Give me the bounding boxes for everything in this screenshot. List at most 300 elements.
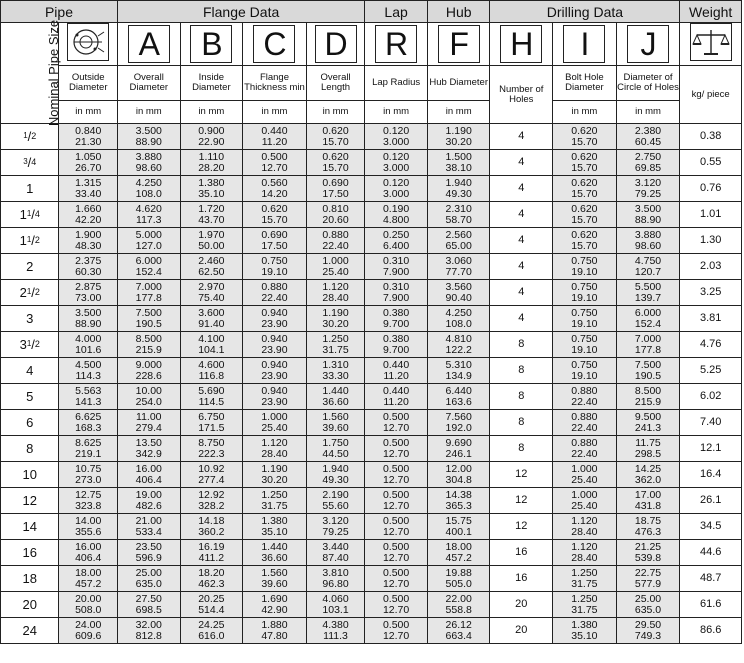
circle-of-holes <box>616 410 680 436</box>
bolt-hole-diameter-mm: 25.40 <box>571 473 598 486</box>
outside-diameter-mm: 273.0 <box>75 473 102 486</box>
circle-of-holes-in: 4.750 <box>634 254 662 267</box>
number-of-holes: 4 <box>490 280 553 306</box>
flange-thickness-mm: 11.20 <box>261 135 288 148</box>
lap-radius <box>365 566 428 592</box>
bolt-hole-diameter <box>553 306 617 332</box>
letter-r: R <box>375 25 417 63</box>
inside-diameter <box>180 462 243 488</box>
inside-diameter <box>180 540 243 566</box>
table-row <box>1 618 742 644</box>
size-numerator: 3 <box>23 157 28 166</box>
hub-diameter <box>427 410 490 436</box>
overall-diameter-in: 27.50 <box>135 592 162 605</box>
overall-length-in: 1.000 <box>322 254 349 267</box>
unit-cell: in mm <box>427 101 490 124</box>
flange-thickness <box>243 618 307 644</box>
hub-diameter-in: 12.00 <box>445 462 472 475</box>
hub-diameter-in: 9.690 <box>445 436 472 449</box>
circle-of-holes-in: 21.25 <box>634 540 662 553</box>
icon-row <box>1 23 742 66</box>
number-of-holes: 20 <box>490 618 553 644</box>
col-kg-per-piece: kg/ piece <box>680 66 742 124</box>
overall-diameter-in: 13.50 <box>135 436 162 449</box>
pipe-icon-cell <box>59 23 117 66</box>
lap-radius-in: 0.500 <box>382 436 410 449</box>
inside-diameter-mm: 222.3 <box>198 447 225 460</box>
bolt-hole-diameter <box>553 540 617 566</box>
overall-length-in: 1.190 <box>322 306 349 319</box>
inside-diameter <box>180 332 243 358</box>
overall-length-in: 0.810 <box>322 202 349 215</box>
flange-thickness-mm: 23.90 <box>261 343 288 356</box>
circle-of-holes <box>616 436 680 462</box>
bolt-hole-diameter-in: 0.880 <box>571 436 598 449</box>
group-pipe: Pipe <box>1 1 118 23</box>
size-denominator: 2 <box>34 339 40 349</box>
inside-diameter-mm: 462.3 <box>198 577 225 590</box>
overall-length <box>306 124 365 150</box>
overall-length <box>306 436 365 462</box>
nominal-size-cell <box>1 228 59 254</box>
number-of-holes: 4 <box>490 124 553 150</box>
bolt-hole-diameter-mm: 15.70 <box>571 239 598 252</box>
bolt-hole-diameter-mm: 28.40 <box>571 551 598 564</box>
lap-radius <box>365 618 428 644</box>
outside-diameter-mm: 406.4 <box>75 551 102 564</box>
lap-radius <box>365 514 428 540</box>
hub-diameter <box>427 488 490 514</box>
hub-diameter-mm: 192.0 <box>445 421 472 434</box>
lap-radius <box>365 228 428 254</box>
bolt-hole-diameter <box>553 514 617 540</box>
flange-thickness-mm: 31.75 <box>261 499 288 512</box>
circle-of-holes <box>616 254 680 280</box>
overall-diameter <box>117 488 180 514</box>
bolt-hole-diameter <box>553 280 617 306</box>
bolt-hole-diameter-in: 0.620 <box>571 228 598 241</box>
flange-thickness-in: 1.690 <box>261 592 288 605</box>
weight-kg: 61.6 <box>680 592 742 618</box>
outside-diameter-in: 3.500 <box>75 306 102 319</box>
outside-diameter <box>59 618 117 644</box>
hub-diameter-in: 1.500 <box>445 150 472 163</box>
hub-diameter <box>427 618 490 644</box>
overall-length <box>306 176 365 202</box>
lap-radius-in: 0.440 <box>382 358 410 371</box>
bolt-hole-diameter <box>553 358 617 384</box>
overall-diameter-mm: 279.4 <box>135 421 162 434</box>
hub-diameter-mm: 108.0 <box>445 317 472 330</box>
circle-of-holes-in: 29.50 <box>634 618 662 631</box>
hub-diameter-in: 18.00 <box>445 540 472 553</box>
size-denominator: 2 <box>34 235 40 245</box>
nominal-size-cell <box>1 488 59 514</box>
size-whole: 4 <box>26 363 34 378</box>
flange-thickness-in: 1.560 <box>261 566 288 579</box>
overall-length <box>306 566 365 592</box>
size-slash: / <box>27 155 32 170</box>
inside-diameter-mm: 616.0 <box>198 629 225 642</box>
overall-length-mm: 111.3 <box>323 629 348 642</box>
table-row <box>1 358 742 384</box>
flange-thickness <box>243 488 307 514</box>
circle-of-holes-mm: 749.3 <box>634 629 662 642</box>
flange-thickness <box>243 124 307 150</box>
circle-of-holes-in: 25.00 <box>634 592 662 605</box>
inside-diameter <box>180 566 243 592</box>
outside-diameter <box>59 280 117 306</box>
flange-thickness-mm: 35.10 <box>261 525 288 538</box>
circle-of-holes-mm: 120.7 <box>634 265 662 278</box>
overall-length <box>306 202 365 228</box>
overall-diameter-in: 25.00 <box>135 566 162 579</box>
hub-diameter-in: 26.12 <box>445 618 472 631</box>
col-overall-diameter: Overall Diameter <box>117 66 180 101</box>
outside-diameter-in: 4.000 <box>75 332 102 345</box>
inside-diameter-in: 8.750 <box>198 436 225 449</box>
inside-diameter-in: 18.20 <box>198 566 225 579</box>
lap-radius-mm: 12.70 <box>382 577 410 590</box>
size-whole: 6 <box>26 415 34 430</box>
number-of-holes: 16 <box>490 540 553 566</box>
hub-diameter-mm: 558.8 <box>445 603 472 616</box>
table-row <box>1 566 742 592</box>
outside-diameter-mm: 355.6 <box>75 525 102 538</box>
hub-diameter <box>427 436 490 462</box>
bolt-hole-diameter-in: 0.750 <box>571 280 598 293</box>
letter-h-cell <box>490 23 553 66</box>
bolt-hole-diameter <box>553 462 617 488</box>
hub-diameter <box>427 358 490 384</box>
weight-kg: 5.25 <box>680 358 742 384</box>
hub-diameter-in: 19.88 <box>445 566 472 579</box>
inside-diameter-in: 12.92 <box>198 488 225 501</box>
circle-of-holes-in: 3.120 <box>634 176 662 189</box>
lap-radius-mm: 12.70 <box>382 499 410 512</box>
weight-kg: 12.1 <box>680 436 742 462</box>
overall-diameter-mm: 190.5 <box>135 317 162 330</box>
lap-radius-mm: 11.20 <box>383 395 409 408</box>
table-row <box>1 384 742 410</box>
inside-diameter <box>180 358 243 384</box>
nominal-size-cell <box>1 124 59 150</box>
hub-diameter-in: 7.560 <box>445 410 472 423</box>
overall-diameter-mm: 533.4 <box>135 525 162 538</box>
lap-radius <box>365 176 428 202</box>
circle-of-holes <box>616 358 680 384</box>
overall-length <box>306 280 365 306</box>
circle-of-holes-mm: 362.0 <box>634 473 662 486</box>
overall-diameter-mm: 98.60 <box>135 161 162 174</box>
hub-diameter-in: 3.560 <box>445 280 472 293</box>
hub-diameter-mm: 38.10 <box>445 161 472 174</box>
hub-diameter-mm: 304.8 <box>445 473 472 486</box>
outside-diameter <box>59 488 117 514</box>
outside-diameter-mm: 457.2 <box>75 577 102 590</box>
overall-length-mm: 103.1 <box>322 603 349 616</box>
nominal-size-cell <box>1 566 59 592</box>
flange-thickness <box>243 306 307 332</box>
letter-c: C <box>253 25 295 63</box>
bolt-hole-diameter-mm: 19.10 <box>571 343 598 356</box>
outside-diameter <box>59 566 117 592</box>
overall-length-mm: 31.75 <box>322 343 349 356</box>
circle-of-holes <box>616 592 680 618</box>
lap-radius <box>365 254 428 280</box>
bolt-hole-diameter <box>553 332 617 358</box>
overall-diameter-in: 21.00 <box>135 514 162 527</box>
overall-diameter-mm: 596.9 <box>135 551 162 564</box>
inside-diameter-in: 24.25 <box>198 618 225 631</box>
inside-diameter <box>180 618 243 644</box>
bolt-hole-diameter <box>553 202 617 228</box>
letter-a: A <box>128 25 170 63</box>
inside-diameter-in: 16.19 <box>198 540 225 553</box>
bolt-hole-diameter-in: 0.750 <box>571 358 598 371</box>
letter-i-cell <box>553 23 617 66</box>
overall-length <box>306 254 365 280</box>
circle-of-holes <box>616 462 680 488</box>
inside-diameter-in: 20.25 <box>198 592 225 605</box>
lap-radius-in: 0.380 <box>382 332 410 345</box>
overall-length-mm: 36.60 <box>322 395 349 408</box>
lap-radius-in: 0.500 <box>382 514 410 527</box>
overall-length-in: 1.250 <box>322 332 349 345</box>
outside-diameter-mm: 219.1 <box>75 447 102 460</box>
inside-diameter <box>180 254 243 280</box>
nominal-size-cell <box>1 254 59 280</box>
overall-length-mm: 15.70 <box>322 161 349 174</box>
overall-length-in: 0.690 <box>322 176 349 189</box>
overall-length-mm: 20.60 <box>322 213 349 226</box>
bolt-hole-diameter <box>553 592 617 618</box>
outside-diameter <box>59 176 117 202</box>
lap-radius-in: 0.500 <box>382 592 410 605</box>
lap-radius-mm: 12.70 <box>382 473 410 486</box>
overall-length <box>306 384 365 410</box>
flange-thickness <box>243 176 307 202</box>
flange-thickness <box>243 540 307 566</box>
bolt-hole-diameter-in: 0.620 <box>571 150 598 163</box>
flange-thickness-in: 0.560 <box>261 176 288 189</box>
circle-of-holes <box>616 332 680 358</box>
inside-diameter <box>180 228 243 254</box>
size-whole: 14 <box>22 519 37 534</box>
lap-radius-in: 0.250 <box>382 228 410 241</box>
lap-radius-mm: 12.70 <box>382 421 410 434</box>
circle-of-holes <box>616 280 680 306</box>
circle-of-holes-mm: 177.8 <box>634 343 662 356</box>
circle-of-holes <box>616 514 680 540</box>
flange-thickness-in: 0.620 <box>261 202 288 215</box>
lap-radius-in: 0.380 <box>382 306 410 319</box>
circle-of-holes <box>616 566 680 592</box>
inside-diameter-in: 4.600 <box>198 358 225 371</box>
outside-diameter <box>59 228 117 254</box>
lap-radius <box>365 306 428 332</box>
weight-kg: 1.01 <box>680 202 742 228</box>
overall-length <box>306 540 365 566</box>
circle-of-holes-mm: 431.8 <box>634 499 662 512</box>
overall-diameter-mm: 215.9 <box>135 343 162 356</box>
flange-thickness-mm: 23.90 <box>261 369 288 382</box>
overall-diameter-mm: 127.0 <box>135 239 162 252</box>
lap-radius <box>365 202 428 228</box>
weight-kg: 4.76 <box>680 332 742 358</box>
group-header-row <box>1 1 742 23</box>
lap-radius-mm: 9.700 <box>382 317 410 330</box>
nominal-size-cell <box>1 540 59 566</box>
weight-kg: 34.5 <box>680 514 742 540</box>
overall-diameter-mm: 812.8 <box>135 629 162 642</box>
col-overall-length: Overall Length <box>306 66 365 101</box>
letter-d: D <box>315 25 357 63</box>
lap-radius <box>365 436 428 462</box>
lap-radius <box>365 358 428 384</box>
nominal-size-cell <box>1 618 59 644</box>
overall-length-in: 0.620 <box>322 124 349 137</box>
inside-diameter-in: 4.100 <box>198 332 225 345</box>
outside-diameter <box>59 540 117 566</box>
outside-diameter-in: 6.625 <box>75 410 102 423</box>
size-denominator: 2 <box>34 287 40 297</box>
outside-diameter <box>59 124 117 150</box>
nominal-size-cell <box>1 410 59 436</box>
overall-length-mm: 96.80 <box>322 577 349 590</box>
hub-diameter-mm: 122.2 <box>445 343 472 356</box>
overall-diameter <box>117 592 180 618</box>
outside-diameter-in: 2.375 <box>75 254 102 267</box>
inside-diameter-mm: 104.1 <box>198 343 225 356</box>
col-lap-radius: Lap Radius <box>365 66 428 101</box>
inside-diameter-in: 0.900 <box>198 124 225 137</box>
outside-diameter-in: 2.875 <box>75 280 102 293</box>
overall-diameter <box>117 618 180 644</box>
unit-cell: in mm <box>117 101 180 124</box>
overall-diameter-mm: 88.90 <box>135 135 162 148</box>
flange-thickness <box>243 384 307 410</box>
hub-diameter-in: 5.310 <box>445 358 472 371</box>
size-whole: 1 <box>19 207 27 222</box>
overall-diameter <box>117 332 180 358</box>
inside-diameter-mm: 50.00 <box>198 239 225 252</box>
bolt-hole-diameter-mm: 19.10 <box>571 317 598 330</box>
outside-diameter-mm: 33.40 <box>75 187 102 200</box>
table-row <box>1 150 742 176</box>
lap-radius-mm: 12.70 <box>382 603 410 616</box>
inside-diameter <box>180 280 243 306</box>
circle-of-holes <box>616 306 680 332</box>
hub-diameter <box>427 280 490 306</box>
lap-radius <box>365 592 428 618</box>
size-slash: / <box>31 233 35 248</box>
bolt-hole-diameter-mm: 19.10 <box>571 291 598 304</box>
bolt-hole-diameter-mm: 31.75 <box>571 577 598 590</box>
size-slash: / <box>31 285 35 300</box>
overall-length <box>306 306 365 332</box>
weight-kg: 86.6 <box>680 618 742 644</box>
outside-diameter <box>59 514 117 540</box>
lap-radius <box>365 410 428 436</box>
overall-length-mm: 55.60 <box>322 499 349 512</box>
col-inside-diameter: Inside Diameter <box>180 66 243 101</box>
overall-length <box>306 618 365 644</box>
unit-cell: in mm <box>616 101 680 124</box>
overall-length-in: 2.190 <box>322 488 349 501</box>
flange-thickness-in: 0.690 <box>261 228 288 241</box>
bolt-hole-diameter <box>553 566 617 592</box>
lap-radius-in: 0.190 <box>382 202 410 215</box>
bolt-hole-diameter <box>553 436 617 462</box>
bolt-hole-diameter-in: 0.620 <box>571 176 598 189</box>
overall-diameter-in: 23.50 <box>135 540 162 553</box>
letter-d-cell <box>306 23 365 66</box>
overall-diameter <box>117 358 180 384</box>
size-whole: 3 <box>26 311 34 326</box>
inside-diameter-in: 10.92 <box>198 462 225 475</box>
inside-diameter <box>180 514 243 540</box>
hub-diameter <box>427 176 490 202</box>
letter-b: B <box>190 25 232 63</box>
number-of-holes: 20 <box>490 592 553 618</box>
overall-diameter-mm: 698.5 <box>135 603 162 616</box>
flange-thickness-in: 0.940 <box>261 384 288 397</box>
overall-length <box>306 332 365 358</box>
flange-thickness-mm: 30.20 <box>261 473 288 486</box>
nominal-size-cell <box>1 150 59 176</box>
lap-radius-in: 0.500 <box>382 462 410 475</box>
weight-kg: 2.03 <box>680 254 742 280</box>
overall-diameter-in: 7.500 <box>135 306 162 319</box>
size-whole: 1 <box>19 233 27 248</box>
outside-diameter <box>59 332 117 358</box>
hub-diameter-mm: 65.00 <box>445 239 472 252</box>
letter-j-cell <box>616 23 680 66</box>
outside-diameter <box>59 306 117 332</box>
flange-thickness <box>243 254 307 280</box>
lap-radius-mm: 9.700 <box>382 343 410 356</box>
hub-diameter-mm: 58.70 <box>445 213 472 226</box>
lap-radius <box>365 124 428 150</box>
outside-diameter-in: 1.660 <box>75 202 102 215</box>
inside-diameter-in: 2.460 <box>198 254 225 267</box>
inside-diameter <box>180 436 243 462</box>
group-flange-data: Flange Data <box>117 1 364 23</box>
circle-of-holes-mm: 69.85 <box>634 161 662 174</box>
unit-cell: in mm <box>306 101 365 124</box>
flange-thickness-in: 1.000 <box>261 410 288 423</box>
circle-of-holes <box>616 202 680 228</box>
overall-diameter <box>117 410 180 436</box>
circle-of-holes-in: 9.500 <box>634 410 662 423</box>
inside-diameter-mm: 116.8 <box>198 369 225 382</box>
number-of-holes: 4 <box>490 228 553 254</box>
unit-cell: in mm <box>365 101 428 124</box>
outside-diameter-mm: 26.70 <box>75 161 102 174</box>
hub-diameter-in: 22.00 <box>445 592 472 605</box>
letter-j: J <box>627 25 669 63</box>
hub-diameter <box>427 202 490 228</box>
inside-diameter <box>180 410 243 436</box>
hub-diameter-in: 1.190 <box>445 124 472 137</box>
flange-thickness-mm: 19.10 <box>261 265 288 278</box>
overall-diameter-mm: 108.0 <box>135 187 162 200</box>
size-numerator: 1 <box>23 131 28 140</box>
number-of-holes: 8 <box>490 358 553 384</box>
overall-length <box>306 410 365 436</box>
outside-diameter-in: 10.75 <box>75 462 102 475</box>
